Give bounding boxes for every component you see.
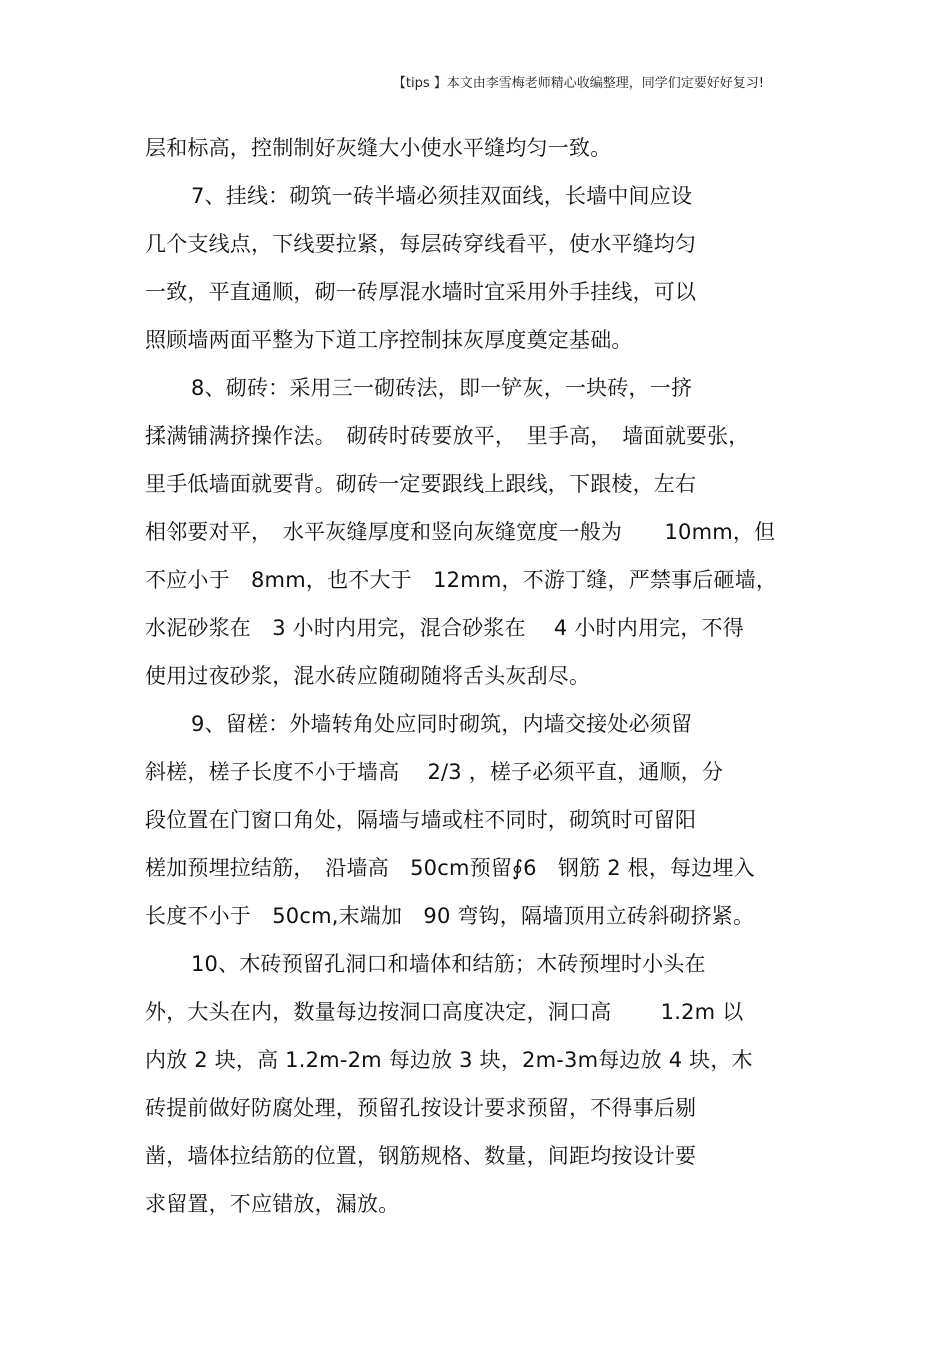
text-line: 相邻要对平， 水平灰缝厚度和竖向灰缝宽度一般为 10mm，但 [145, 520, 776, 544]
text-line: 一致，平直通顺，砌一砖厚混水墙时宜采用外手挂线，可以 [145, 280, 697, 304]
text-line: 段位置在门窗口角处，隔墙与墙或柱不同时，砌筑时可留阳 [145, 808, 697, 832]
text-line: 9、留槎：外墙转角处应同时砌筑，内墙交接处必须留 [191, 712, 693, 736]
text-line: 求留置，不应错放，漏放。 [145, 1192, 400, 1216]
text-line: 不应小于 8mm，也不大于 12mm，不游丁缝，严禁事后砸墙， [145, 568, 778, 592]
text-line: 8、砌砖：采用三一砌砖法，即一铲灰，一块砖，一挤 [191, 376, 693, 400]
text-line: 外，大头在内，数量每边按洞口高度决定，洞口高 1.2m 以 [145, 1000, 744, 1024]
text-line: 槎加预埋拉结筋， 沿墙高 50cm预留∮6 钢筋 2 根，每边埋入 [145, 856, 755, 880]
text-line: 使用过夜砂浆，混水砖应随砌随将舌头灰刮尽。 [145, 664, 591, 688]
document-body [145, 124, 825, 1228]
header-note: 【tips 】本文由李雪梅老师精心收编整理，同学们定要好好复习! [392, 76, 764, 91]
text-line: 几个支线点，下线要拉紧，每层砖穿线看平，使水平缝均匀 [145, 232, 697, 256]
text-line: 砖提前做好防腐处理，预留孔按设计要求预留，不得事后剔 [145, 1096, 697, 1120]
text-line: 照顾墙两面平整为下道工序控制抹灰厚度奠定基础。 [145, 328, 633, 352]
text-line: 长度不小于 50cm,末端加 90 弯钩，隔墙顶用立砖斜砌挤紧。 [145, 904, 755, 928]
text-line: 层和标高，控制制好灰缝大小使水平缝均匀一致。 [145, 136, 612, 160]
text-line: 里手低墙面就要背。砌砖一定要跟线上跟线，下跟棱，左右 [145, 472, 697, 496]
text-line: 斜槎，槎子长度不小于墙高 2/3 ，槎子必须平直，通顺，分 [145, 760, 724, 784]
text-line: 10、木砖预留孔洞口和墙体和结筋；木砖预埋时小头在 [191, 952, 706, 976]
text-line: 内放 2 块，高 1.2m-2m 每边放 3 块，2m-3m每边放 4 块，木 [145, 1048, 753, 1072]
text-line: 揉满铺满挤操作法。 砌砖时砖要放平， 里手高， 墙面就要张， [145, 424, 750, 448]
text-line: 水泥砂浆在 3 小时内用完，混合砂浆在 4 小时内用完，不得 [145, 616, 744, 640]
text-line: 7、挂线：砌筑一砖半墙必须挂双面线，长墙中间应设 [191, 184, 693, 208]
text-line: 凿，墙体拉结筋的位置，钢筋规格、数量，间距均按设计要 [145, 1144, 697, 1168]
